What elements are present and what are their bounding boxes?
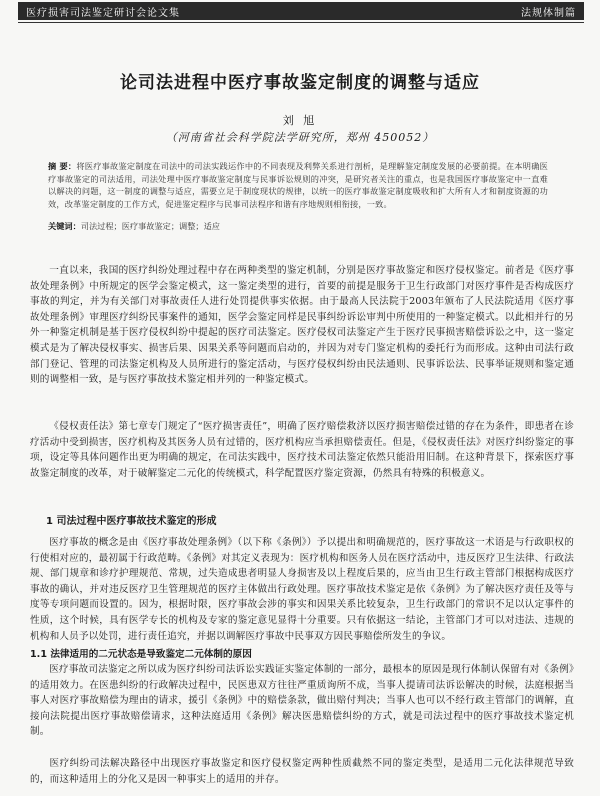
body-paragraph-4 [30, 662, 574, 740]
body-paragraph-1 [30, 263, 574, 388]
body-paragraph-1-text: 一直以来，我国的医疗纠纷处理过程中存在两种类型的鉴定机制，分别是医疗事故鉴定和医疗侵权鉴定。前者是《医疗事故处理条例》中所规定的医学会鉴定模式，这一鉴定类型的进行，首要的前提是服务于卫生行政部门对医疗事件是否构成医疗事故的判定，并为有关部门对事故责任人进行处罚提供事实依据。由于最高人民法院于2003年颁布了人民法院适用《医疗事故处理条例》审理医疗纠纷民事案件的通知，医学会鉴定同样是民事纠纷诉讼审判中所使用的一种鉴定模式。以此相并行的另外一种鉴定机制是基于医疗侵权纠纷中提起的医疗司法鉴定。医疗侵权司法鉴定产生于医疗民事损害赔偿诉讼之中，这一鉴定模式是为了解决侵权事实、损害后果、因果关系等问题而启动的，并因为对专门鉴定机构的委托行为而形成。这种由司法行政部门登记、管理的司法鉴定机构及人员所进行的鉴定活动，与医疗侵权纠纷由民法通则、民事诉讼法、民事举证规则和鉴定通则的调整相一致，是与医疗事故技术鉴定相并列的一种鉴定模式。 [30, 265, 574, 386]
body-paragraph-2-text: 《侵权责任法》第七章专门规定了“医疗损害责任”，明确了医疗赔偿救济以医疗损害赔偿过错的存在为条件，即患者在诊疗活动中受到损害，医疗机构及其医务人员有过错的，医疗机构应当承担赔偿责任。但是，《侵权责任法》对医疗纠纷鉴定的事项，设定等具体问题作出更为明确的规定，在司法实践中，医疗技术司法鉴定依然只能沿用旧制。在这种背景下，探索医疗事故鉴定制度的改革，对于破解鉴定二元化的传统模式，科学配置医疗鉴定资源，仍然具有特殊的积极意义。 [30, 421, 574, 479]
body-paragraph-3 [30, 535, 574, 644]
keywords [48, 220, 548, 233]
keywords-text: 司法过程；医疗事故鉴定；调整；适应 [80, 221, 220, 231]
running-header-journal: 医疗损害司法鉴定研讨会论文集 [26, 7, 180, 19]
body-paragraph-4-text: 医疗事故司法鉴定之所以成为医疗纠纷司法诉讼实践证实鉴定体制的一部分，最根本的原因是现行体制认保留有对《条例》的适用效力。在医患纠纷的行政解决过程中，民医患双方往往严重质询所不成，当事人提请司法诉讼解决的时候，法庭根据当事人对医疗事故赔偿为理由的请求，援引《条例》中的赔偿条款，做出赔付判决；当事人也可以不经行政主管部门的调解，直接向法院提出医疗事故赔偿请求，这种法庭适用《条例》解决医患赔偿纠纷的方式，就是司法过程中的医疗事故技术鉴定机制。 [30, 664, 574, 738]
body-paragraph-3-text: 医疗事故的概念是由《医疗事故处理条例》（以下称《条例》）予以提出和明确规范的，医疗事故这一术语是与行政职权的行使相对应的，最初属于行政范畴。《条例》对其定义表现为：医疗机构和医务人员在医疗活动中，违反医疗卫生法律、行政法规、部门规章和诊疗护理规范、常规，过失造成患者明显人身损害及以上程度后果的，应当由卫生行政主管部门根据构成医疗事故的确认，并对违反医疗卫生管理规范的医疗主体做出行政处理。医疗事故技术鉴定是依《条例》为了解决医疗责任及等与度等专项问题而设置的。因为，根据时限，医疗事故会涉的事实和因果关系比较复杂，卫生行政部门的常识不足以认定事件的性质，这个时候，具有医学专长的机构及专家的鉴定意见显得十分重要。只有依据这一结论，主管部门才可以对违法、违规的机构和人员予以处罚，进行责任追究，并据以调解医疗事故中民事双方因民事赔偿所发生的争议。 [30, 537, 574, 642]
keywords-label: 关键词： [48, 221, 81, 231]
body-paragraph-5-text: 医疗纠纷司法解决路径中出现医疗事故鉴定和医疗侵权鉴定两种性质截然不同的鉴定类型，是适用二元化法律规范导致的，而这种适用上的分化又是因一种事实上的适用的并存。 [30, 758, 574, 785]
section-heading-1: 1 司法过程中医疗事故技术鉴定的形成 [46, 516, 217, 527]
body-paragraph-5 [30, 756, 574, 787]
author-affiliation: （河南省社会科学院法学研究所，郑州 450052） [165, 131, 435, 144]
abstract-text: 将医疗事故鉴定制度在司法中的司法实践运作中的不同表现及利弊关系进行剖析，是理解鉴定制度发展的必要前提。在本明确医疗事故鉴定的司法适用，司法处理中医疗事故鉴定制度与民事诉讼规则的冲突，是研究者关注的重点，也是我国医疗事故鉴定中一直难以解决的问题，这一制度的调整与适应，需要立足于制度现状的规律，以统一的医疗事故鉴定制度吸收和扩大所有人才和制度资源的功效，改革鉴定制度的工作方式，促进鉴定程序与民事司法程序和谐有序地规则相衔接，一致。 [48, 161, 548, 209]
abstract [48, 160, 548, 210]
abstract-label: 摘 要： [48, 161, 77, 171]
section-heading-1-1: 1.1 法律适用的二元状态是导致鉴定二元体制的原因 [30, 649, 252, 660]
header-rule [18, 22, 584, 23]
author-name: 刘 旭 [282, 114, 318, 127]
running-header [18, 2, 584, 20]
running-header-section: 法规体制篇 [521, 7, 576, 19]
body-paragraph-2 [30, 419, 574, 481]
paper-title: 论司法进程中医疗事故鉴定制度的调整与适应 [120, 73, 480, 93]
